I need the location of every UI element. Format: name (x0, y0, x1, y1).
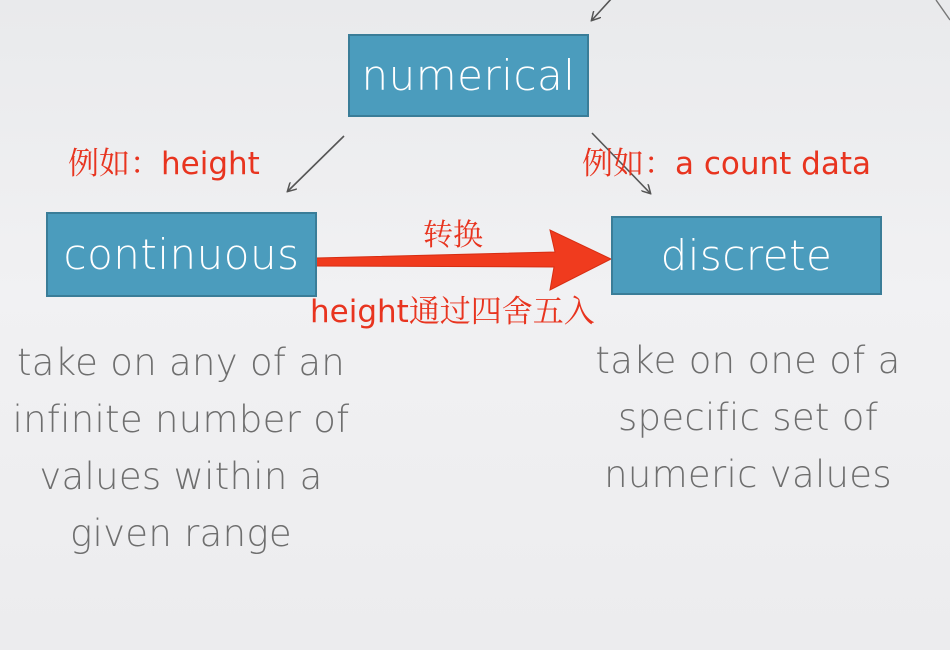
node-discrete-label: discrete (660, 231, 833, 280)
description-line: take on one of a (595, 339, 901, 382)
description-continuous (0, 334, 362, 562)
connector-top-right (936, 0, 950, 20)
description-line: infinite number of (12, 398, 350, 441)
description-line: take on any of an (16, 341, 346, 384)
annotation-discrete-example: 例如：a count data (582, 146, 871, 182)
connector-into-numerical (592, 0, 612, 20)
description-discrete (572, 332, 924, 503)
description-line: given range (70, 512, 292, 555)
node-continuous (46, 212, 317, 297)
annotation-continuous-example: 例如：height (68, 146, 260, 182)
description-line: numeric values (604, 453, 892, 496)
description-line: values within a (39, 455, 323, 498)
annotation-round-label: height通过四舍五入 (310, 294, 595, 330)
annotation-convert-label: 转换 (423, 218, 483, 253)
connector-numerical-to-continuous (288, 136, 344, 191)
description-line: specific set of (617, 396, 879, 439)
node-numerical (348, 34, 589, 117)
node-continuous-label: continuous (63, 230, 300, 279)
node-numerical-label: numerical (361, 51, 576, 100)
node-discrete (611, 216, 882, 295)
